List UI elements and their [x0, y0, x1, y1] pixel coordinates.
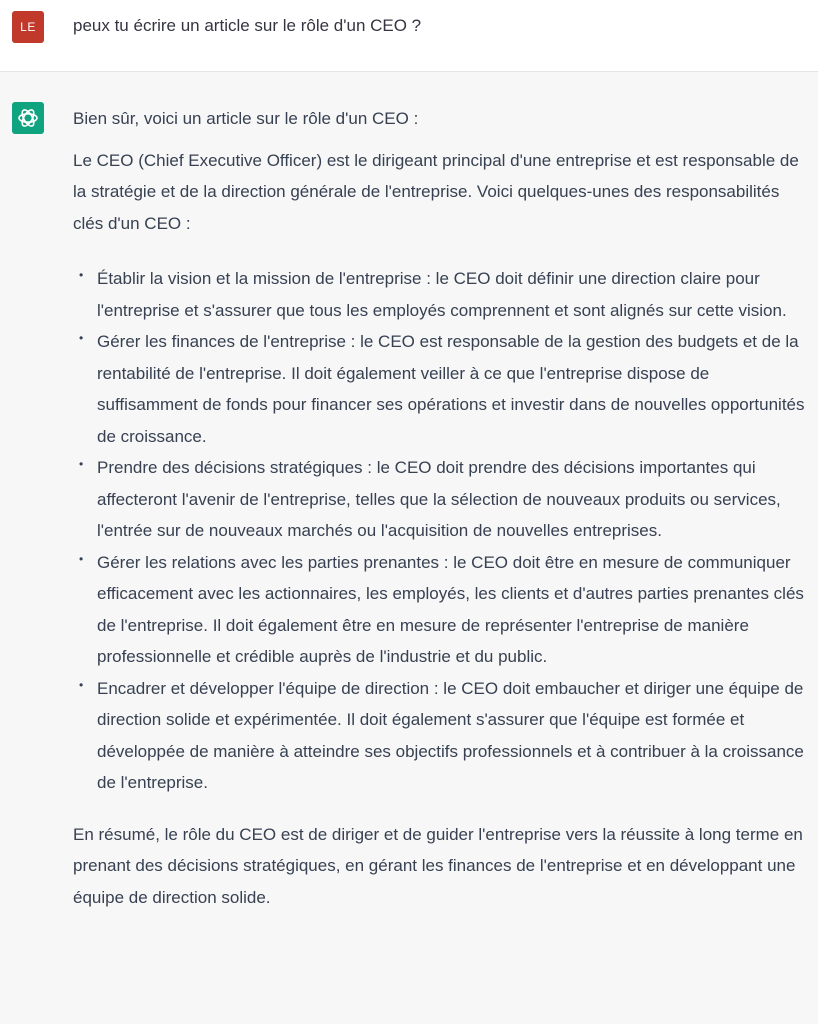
bullet-icon: • — [79, 331, 84, 345]
list-item — [73, 547, 811, 673]
list-item-text: Gérer les finances de l'entreprise : le CEO est responsable de la gestion des budgets et de la rentabilité de l'entreprise. Il doit également veiller à ce que l'entreprise dispose de suffisamment de fonds pour financer ses opérations et investir dans de nouvelles opportunités de croissance. — [97, 332, 805, 446]
list-item — [73, 263, 811, 326]
list-item — [73, 673, 811, 799]
responsibilities-list — [73, 263, 811, 799]
bullet-icon: • — [79, 677, 84, 692]
user-message-row — [0, 0, 818, 72]
user-message-text: peux tu écrire un article sur le rôle d'un CEO ? — [73, 16, 422, 35]
bullet-icon: • — [79, 268, 84, 282]
list-item-text: Gérer les relations avec les parties prenantes : le CEO doit être en mesure de communiquer efficacement avec les actionnaires, les employés, les clients et d'autres parties prenantes clés de l'entreprise. Il doit également être en mesure de représenter l'entreprise de manière professionnelle et crédible auprès de l'industrie et du public. — [97, 552, 804, 666]
assistant-message-text — [73, 103, 811, 913]
list-item — [73, 452, 811, 547]
assistant-intro: Bien sûr, voici un article sur le rôle d'un CEO : — [73, 109, 419, 128]
assistant-message-row — [0, 72, 818, 1024]
user-avatar: LE — [12, 11, 44, 43]
list-item-text: Établir la vision et la mission de l'entreprise : le CEO doit définir une direction claire pour l'entreprise et s'assurer que tous les employés comprennent et sont alignés sur cette vision. — [97, 269, 787, 320]
list-item-text: Prendre des décisions stratégiques : le CEO doit prendre des décisions importantes qui affecteront l'avenir de l'entreprise, telles que la sélection de nouveaux produits ou services, l'entrée sur de nouveaux marchés ou l'acquisition de nouvelles entreprises. — [97, 458, 781, 540]
bullet-icon: • — [79, 551, 84, 566]
assistant-summary: En résumé, le rôle du CEO est de diriger et de guider l'entreprise vers la réussite à long terme en prenant des décisions stratégiques, en gérant les finances de l'entreprise et en développant une équipe de direction solide. — [73, 824, 803, 907]
bullet-icon: • — [79, 457, 84, 471]
list-item — [73, 326, 811, 452]
assistant-lead-paragraph: Le CEO (Chief Executive Officer) est le dirigeant principal d'une entreprise et est responsable de la stratégie et de la direction générale de l'entreprise. Voici quelques-unes des responsabilités clés d'un CEO : — [73, 150, 799, 233]
openai-logo-icon — [12, 102, 44, 134]
list-item-text: Encadrer et développer l'équipe de direction : le CEO doit embaucher et diriger une équipe de direction solide et expérimentée. Il doit également s'assurer que l'équipe est formée et développée de manière à atteindre ses objectifs professionnels et à contribuer à la croissance de l'entreprise. — [97, 678, 804, 792]
